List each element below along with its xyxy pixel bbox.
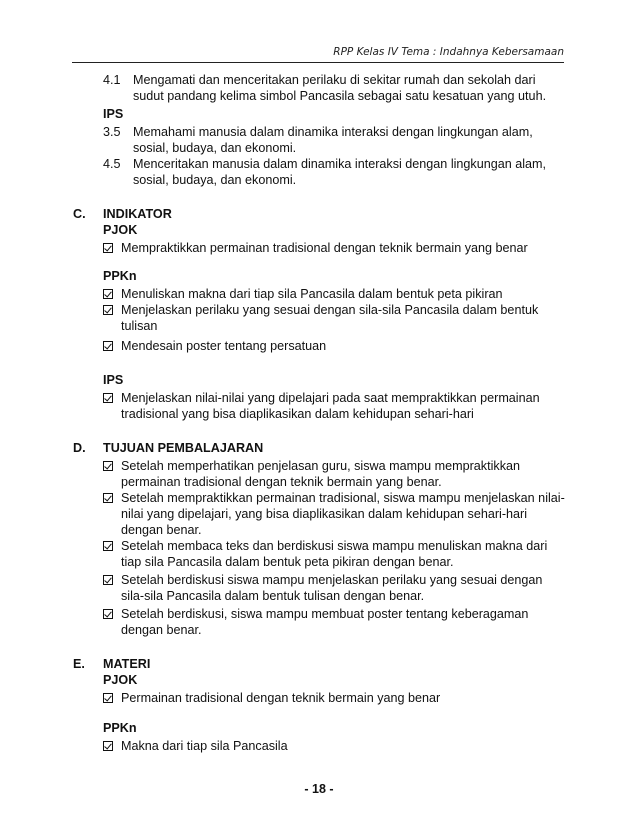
checkbox-icon xyxy=(103,575,113,585)
checkbox-icon xyxy=(103,541,113,551)
section-e-title: MATERI xyxy=(103,657,151,671)
section-e-pjok-label: PJOK xyxy=(103,673,138,687)
kd-4-5-text: Menceritakan manusia dalam dinamika interaksi dengan lingkungan alam, xyxy=(133,157,547,171)
kd-4-1-num: 4.1 xyxy=(103,73,121,87)
checkbox-icon xyxy=(103,243,113,253)
checkbox-icon xyxy=(103,461,113,471)
section-c-ppkn-label: PPKn xyxy=(103,269,137,283)
tujuan-3-cont: tiap sila Pancasila dalam bentuk peta pikiran dengan benar. xyxy=(121,555,454,569)
kd-4-1-text-cont: sudut pandang kelima simbol Pancasila sebagai satu kesatuan yang utuh. xyxy=(133,89,547,103)
checkbox-icon xyxy=(103,493,113,503)
section-c-title: INDIKATOR xyxy=(103,207,172,221)
section-c-pjok-label: PJOK xyxy=(103,223,138,237)
header-rule xyxy=(72,62,564,63)
checkbox-icon xyxy=(103,609,113,619)
section-c-ips-label: IPS xyxy=(103,373,124,387)
checkbox-icon xyxy=(103,341,113,351)
tujuan-4-cont: sila-sila Pancasila dalam bentuk tulisan dengan benar. xyxy=(121,589,425,603)
section-e-letter: E. xyxy=(73,657,85,671)
tujuan-1-cont: permainan tradisional dengan teknik bermain yang benar. xyxy=(121,475,442,489)
checkbox-icon xyxy=(103,741,113,751)
kd-4-1-text: Mengamati dan menceritakan perilaku di sekitar rumah dan sekolah dari xyxy=(133,73,536,87)
kd-3-5-num: 3.5 xyxy=(103,125,121,139)
indikator-ppkn-2-cont: tulisan xyxy=(121,319,158,333)
kd-3-5-text: Memahami manusia dalam dinamika interaksi dengan lingkungan alam, xyxy=(133,125,533,139)
section-e-ppkn-label: PPKn xyxy=(103,721,137,735)
section-d-title: TUJUAN PEMBALAJARAN xyxy=(103,441,264,455)
kd-4-5-num: 4.5 xyxy=(103,157,121,171)
checkbox-icon xyxy=(103,289,113,299)
section-c-letter: C. xyxy=(73,207,86,221)
tujuan-2-cont2: dengan benar. xyxy=(121,523,202,537)
kd-4-5-text-cont: sosial, budaya, dan ekonomi. xyxy=(133,173,297,187)
kd-3-5-text-cont: sosial, budaya, dan ekonomi. xyxy=(133,141,297,155)
indikator-ips-1-cont: tradisional yang bisa diaplikasikan dalam kehidupan sehari-hari xyxy=(121,407,474,421)
tujuan-2-cont: nilai yang dipelajari, yang bisa diaplikasikan dalam kehidupan sehari-hari xyxy=(121,507,528,521)
checkbox-icon xyxy=(103,693,113,703)
kd-ips-label: IPS xyxy=(103,107,124,121)
checkbox-icon xyxy=(103,393,113,403)
checkbox-icon xyxy=(103,305,113,315)
running-header: RPP Kelas IV Tema : Indahnya Kebersamaan xyxy=(333,46,564,58)
tujuan-5-cont: dengan benar. xyxy=(121,623,202,637)
page-number: - 18 - xyxy=(304,782,334,796)
section-d-letter: D. xyxy=(73,441,86,455)
